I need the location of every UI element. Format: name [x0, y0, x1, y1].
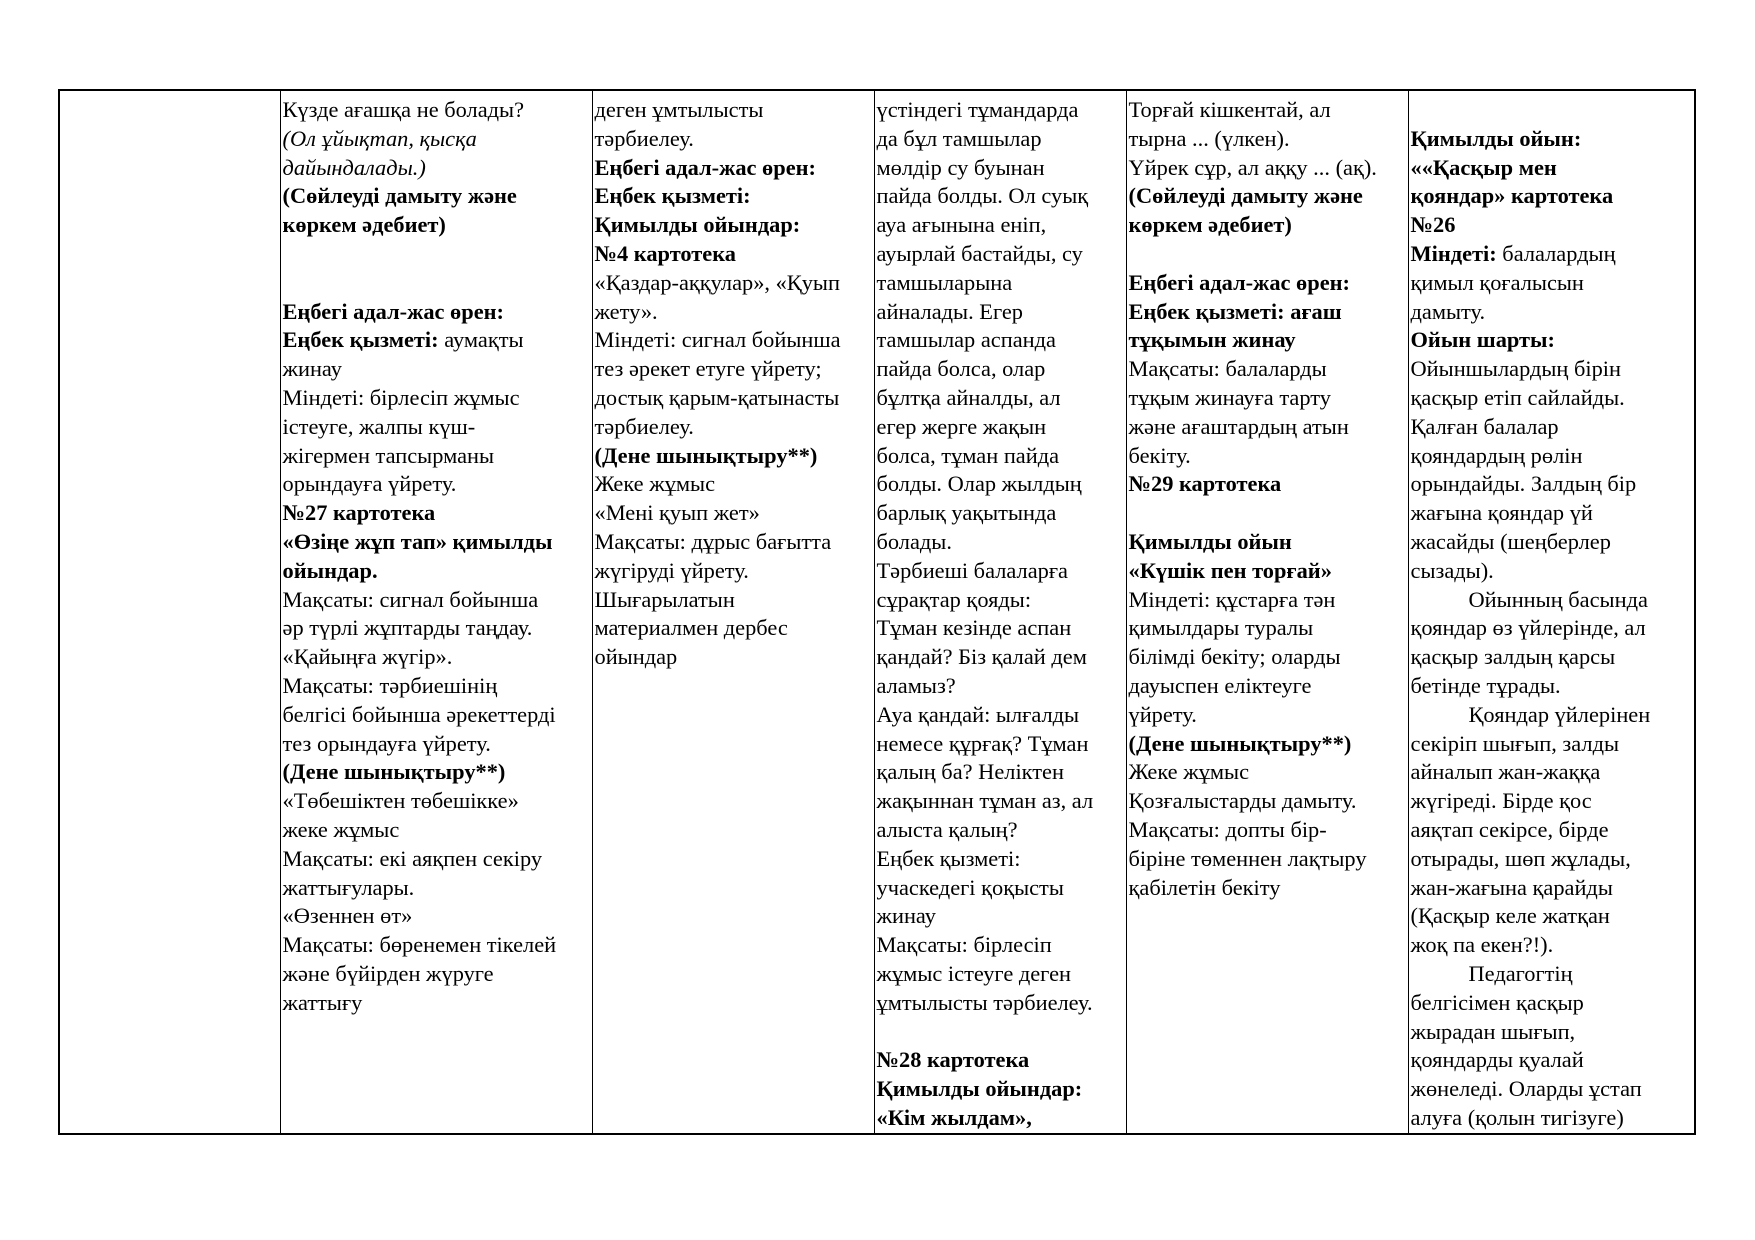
text-line: мөлдір су буынан: [876, 154, 1045, 180]
text-line-bold-prefix: Еңбек қызметі:: [282, 327, 439, 353]
text-line-rest: балалардың: [1496, 240, 1616, 266]
text-line: бұлтқа айналды, ал: [876, 384, 1061, 410]
text-line: жақыннан тұман аз, ал: [876, 788, 1094, 814]
text-line: «Қайыңға жүгір».: [282, 644, 453, 670]
text-line: «Кім жылдам»,: [876, 1104, 1032, 1130]
text-line: айналып жан-жаққа: [1410, 759, 1601, 785]
text-line: жаттығулары.: [282, 874, 415, 900]
text-line: №4 картотека: [594, 240, 737, 266]
text-line: жөнеледі. Оларды ұстап: [1410, 1076, 1642, 1102]
text-line: егер жерге жақын: [876, 413, 1047, 439]
table-cell-col-6: [1408, 90, 1695, 1134]
text-line: жету».: [594, 298, 658, 324]
text-line: Мақсаты: бірлесіп: [876, 932, 1052, 958]
text-line: жүгіруді үйрету.: [594, 557, 749, 583]
text-line: Ойын шарты:: [1410, 327, 1555, 353]
text-line: материалмен дербес: [594, 615, 788, 641]
text-line: Торғай кішкентай, ал: [1128, 97, 1331, 122]
text-line: тез әрекет етуге үйрету;: [594, 356, 822, 382]
text-line: аяқтап секірсе, бірде: [1410, 816, 1609, 842]
text-line-bold-prefix: Міндеті:: [1410, 240, 1497, 266]
text-line: және ағаштардың атын: [1128, 413, 1349, 439]
text-line: Қимылды ойын:: [1410, 125, 1582, 151]
text-line: және бүйірден жүруге: [282, 960, 494, 986]
text-line: Мақсаты: допты бір-: [1128, 816, 1327, 842]
text-line: (Дене шынықтыру**): [282, 759, 506, 785]
text-line: жаттығу: [282, 989, 363, 1015]
text-line: дамыту.: [1410, 298, 1486, 324]
text-line: орындауға үйрету.: [282, 471, 457, 497]
text-line: пайда болса, олар: [876, 356, 1046, 382]
text-line: Қояндар үйлерінен: [1468, 701, 1651, 727]
text-line: Еңбек қызметі: ағаш: [1128, 298, 1342, 324]
text-line: қояндар» картотека: [1410, 183, 1614, 209]
text-line: жігермен тапсырманы: [282, 442, 495, 468]
text-line: достық қарым-қатынасты: [594, 384, 840, 410]
text-line: Жеке жұмыс: [594, 471, 716, 497]
text-line: қасқыр етіп сайлайды.: [1410, 384, 1625, 410]
text-line: Мақсаты: сигнал бойынша: [282, 586, 539, 612]
text-line: ойындар.: [282, 557, 378, 583]
text-line: Тұман кезінде аспан: [876, 615, 1072, 641]
text-line: (Сөйлеуді дамыту және: [1128, 183, 1363, 209]
text-line: дауыспен еліктеуге: [1128, 672, 1312, 698]
text-line: Еңбегі адал-жас өрен:: [282, 298, 505, 324]
text-line: көркем әдебиет): [1128, 212, 1292, 238]
text-line: ауырлай бастайды, су: [876, 240, 1083, 266]
text-line: Қалған балалар: [1410, 413, 1559, 439]
table-cell-col-3: [592, 90, 874, 1134]
text-line: [877, 1018, 1124, 1047]
text-line: әр түрлі жұптарды таңдау.: [282, 615, 533, 641]
text-line: Мақсаты: бөренемен тікелей: [282, 932, 557, 958]
text-line: Еңбегі адал-жас өрен:: [1128, 269, 1351, 295]
text-line: Шығарылатын: [594, 586, 735, 612]
text-line: отырады, шөп жұлады,: [1410, 845, 1631, 871]
text-line: тұқымын жинау: [1128, 327, 1296, 353]
text-line: №27 картотека: [282, 500, 436, 526]
text-line: «Төбешіктен төбешікке»: [282, 788, 519, 814]
text-line: (Дене шынықтыру**): [1128, 730, 1352, 756]
text-line: барлық уақытында: [876, 500, 1057, 526]
text-line: білімді бекіту; оларды: [1128, 644, 1341, 670]
text-line: болды. Олар жылдың: [876, 471, 1082, 497]
text-line: дайындалады.): [282, 154, 426, 180]
text-line: біріне төменнен лақтыру: [1128, 845, 1367, 871]
text-line: алуға (қолын тигізуге): [1410, 1104, 1624, 1130]
text-line: алыста қалың?: [876, 816, 1018, 842]
table-cell-col-1: [59, 90, 280, 1134]
text-line: Ойынның басында: [1468, 586, 1648, 612]
text-line: Қимылды ойындар:: [876, 1076, 1083, 1102]
text-line: «Қаздар-аққулар», «Қуып: [594, 269, 840, 295]
table-row: [59, 90, 1695, 1134]
text-line: тәрбиелеу.: [594, 413, 694, 439]
plan-table: [58, 89, 1696, 1135]
text-line: Міндеті: құстарға тән: [1128, 586, 1336, 612]
table-cell-col-4: [874, 90, 1126, 1134]
text-line: тез орындауға үйрету.: [282, 730, 491, 756]
text-line: жинау: [282, 356, 342, 382]
text-line: №28 картотека: [876, 1047, 1030, 1073]
text-line: «Мені қуып жет»: [594, 500, 760, 526]
text-line: жырадан шығып,: [1410, 1018, 1576, 1044]
text-line: орындайды. Залдың бір: [1410, 471, 1637, 497]
text-line: пайда болды. Ол суық: [876, 183, 1089, 209]
text-line: «Күшік пен торғай»: [1128, 557, 1332, 583]
text-line: Жеке жұмыс: [1128, 759, 1250, 785]
text-line: Мақсаты: дұрыс бағытта: [594, 528, 832, 554]
text-line: жұмыс істеуге деген: [876, 960, 1071, 986]
text-line: (Ол ұйықтап, қысқа: [282, 125, 477, 151]
text-line: Педагогтің: [1468, 960, 1573, 986]
text-line: жағына қояндар үй: [1410, 500, 1593, 526]
text-line: Мақсаты: екі аяқпен секіру: [282, 845, 543, 871]
text-line: Еңбегі адал-жас өрен:: [594, 154, 817, 180]
text-line: Еңбек қызметі:: [876, 845, 1021, 871]
text-line: Қимылды ойындар:: [594, 212, 801, 238]
text-line: Ойыншылардың бірін: [1410, 356, 1622, 382]
text-line: ауа ағынына еніп,: [876, 212, 1047, 238]
text-line: немесе құрғақ? Тұман: [876, 730, 1089, 756]
text-line: деген ұмтылысты: [594, 97, 764, 122]
text-line: Қозғалыстарды дамыту.: [1128, 788, 1357, 814]
text-line: тұқым жинауға тарту: [1128, 384, 1331, 410]
text-line: қояндарды қуалай: [1410, 1047, 1584, 1073]
text-line: сұрақтар қояды:: [876, 586, 1032, 612]
text-line: (Дене шынықтыру**): [594, 442, 818, 468]
text-line: ««Қасқыр мен: [1410, 154, 1557, 180]
text-line: секіріп шығып, залды: [1410, 730, 1620, 756]
text-line: учаскедегі қоқысты: [876, 874, 1064, 900]
text-line: жасайды (шеңберлер: [1410, 528, 1611, 554]
text-line: Тәрбиеші балаларға: [876, 557, 1068, 583]
text-line: айналады. Егер: [876, 298, 1023, 324]
text-line: қандай? Біз қалай дем: [876, 644, 1087, 670]
text-line: бетінде тұрады.: [1410, 672, 1561, 698]
text-line: тырна ... (үлкен).: [1128, 125, 1290, 151]
text-line: №26: [1410, 212, 1456, 238]
text-line: тамшылар аспанда: [876, 327, 1056, 353]
text-line: [283, 269, 590, 298]
text-line: үйрету.: [1128, 701, 1197, 727]
text-line: жан-жағына қарайды: [1410, 874, 1613, 900]
text-line: жүгіреді. Бірде қос: [1410, 788, 1592, 814]
text-line: белгісі бойынша әрекеттерді: [282, 701, 556, 727]
text-line: ұмтылысты тәрбиелеу.: [876, 989, 1093, 1015]
text-line: Міндеті: бірлесіп жұмыс: [282, 384, 520, 410]
text-line: істеуге, жалпы күш-: [282, 413, 476, 439]
table-cell-col-5: [1126, 90, 1408, 1134]
text-line: аламыз?: [876, 672, 956, 698]
text-line: көркем әдебиет): [282, 212, 446, 238]
text-line: Ауа қандай: ылғалды: [876, 701, 1080, 727]
text-line: Еңбек қызметі:: [594, 183, 751, 209]
text-line: «Өзіңе жұп тап» қимылды: [282, 528, 553, 554]
text-line: тәрбиелеу.: [594, 125, 694, 151]
text-line: [283, 326, 590, 355]
text-line: сызады).: [1410, 557, 1494, 583]
text-line: [283, 240, 590, 269]
text-line: жинау: [876, 903, 936, 929]
text-line: [1129, 499, 1406, 528]
text-line: үстіндегі тұмандарда: [876, 97, 1079, 122]
text-line: ойындар: [594, 644, 678, 670]
text-line: жеке жұмыс: [282, 816, 400, 842]
text-line: [1129, 240, 1406, 269]
text-line: қасқыр залдың қарсы: [1410, 644, 1616, 670]
text-line: болса, тұман пайда: [876, 442, 1060, 468]
text-line: бекіту.: [1128, 442, 1191, 468]
text-line: (Сөйлеуді дамыту және: [282, 183, 517, 209]
text-line: қояндардың рөлін: [1410, 442, 1583, 468]
text-line-rest: аумақты: [438, 327, 524, 353]
table-cell-col-2: [280, 90, 592, 1134]
text-line: «Өзеннен өт»: [282, 903, 413, 929]
text-line: қояндар өз үйлерінде, ал: [1410, 615, 1646, 641]
text-line: №29 картотека: [1128, 471, 1282, 497]
text-line: қимылдары туралы: [1128, 615, 1314, 641]
text-line: Күзде ағашқа не болады?: [282, 97, 525, 122]
text-line: Мақсаты: тәрбиешінің: [282, 672, 498, 698]
text-line: қабілетін бекіту: [1128, 874, 1281, 900]
text-line: қалың ба? Неліктен: [876, 759, 1064, 785]
text-line: тамшыларына: [876, 269, 1013, 295]
text-line: Үйрек сұр, ал аққу ... (ақ).: [1128, 154, 1377, 180]
text-line: да бұл тамшылар: [876, 125, 1042, 151]
text-line: Міндеті: сигнал бойынша: [594, 327, 841, 353]
text-line: Мақсаты: балаларды: [1128, 356, 1327, 382]
text-line: [1411, 240, 1693, 269]
text-line: жоқ па екен?!).: [1410, 932, 1554, 958]
text-line: [1411, 96, 1693, 125]
text-line: болады.: [876, 528, 952, 554]
text-line: Қимылды ойын: [1128, 528, 1292, 554]
text-line: қимыл қоғалысын: [1410, 269, 1584, 295]
text-line: (Қасқыр келе жатқан: [1410, 903, 1610, 929]
text-line: белгісімен қасқыр: [1410, 989, 1584, 1015]
